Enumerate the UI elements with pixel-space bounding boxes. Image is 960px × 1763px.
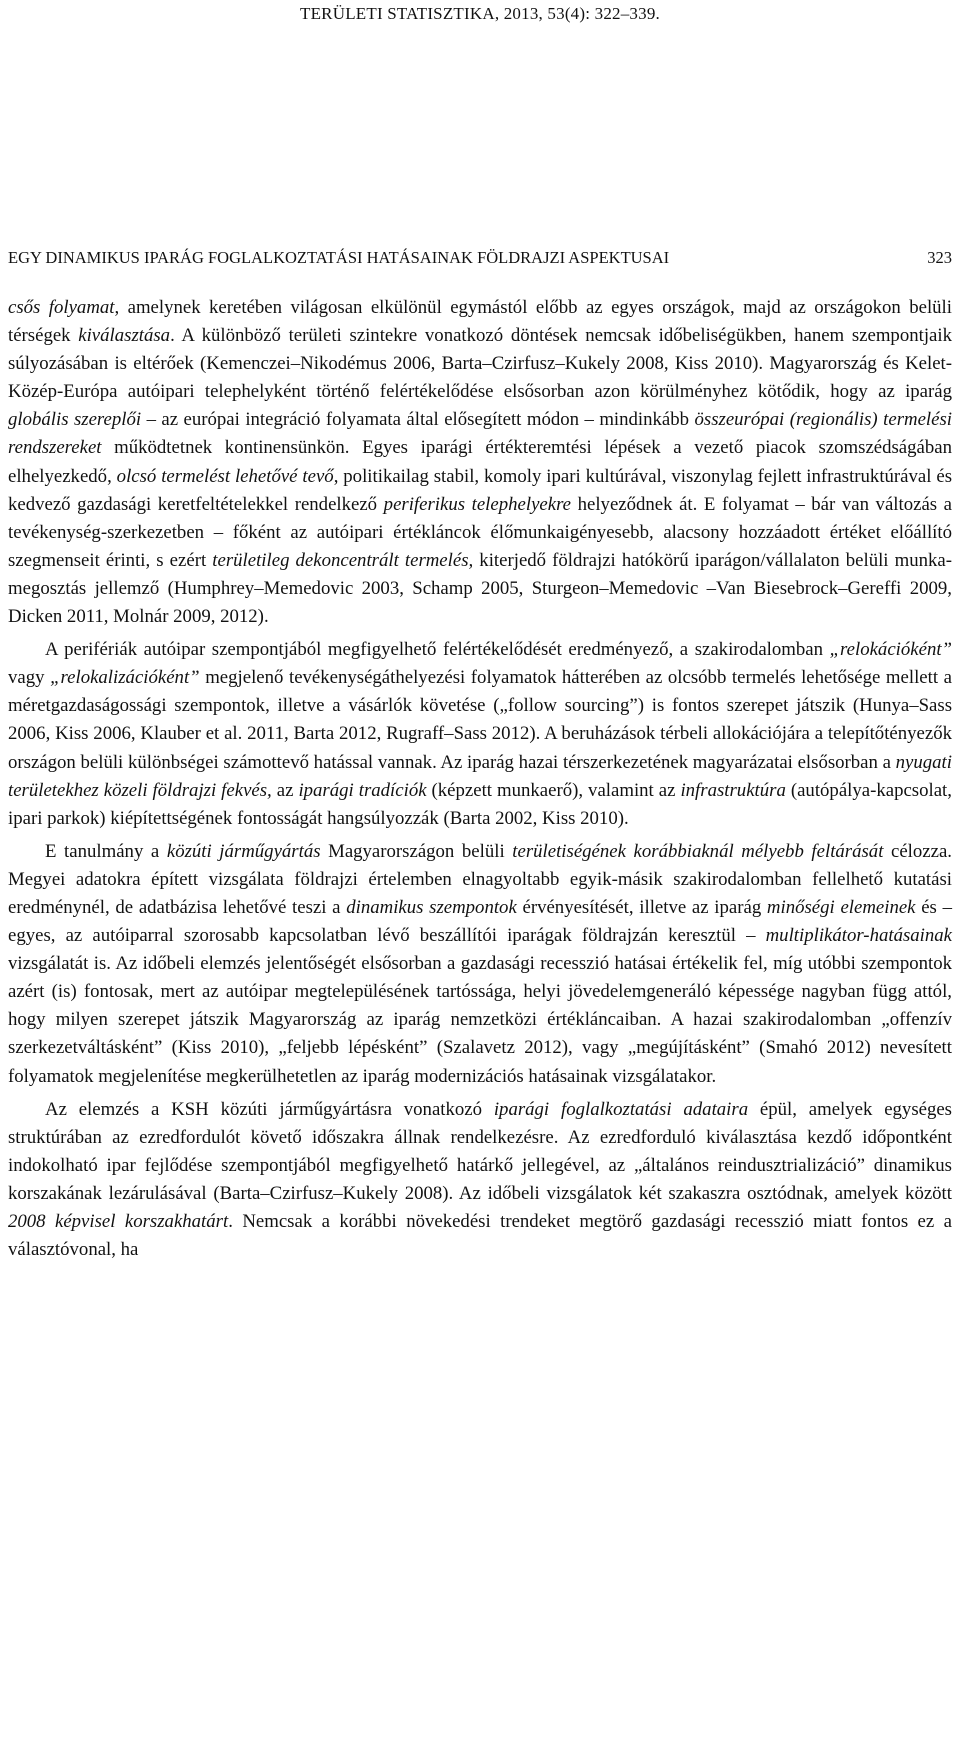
- paragraph-text: – az európai integráció folyamata által elősegített módon – mindinkább: [141, 409, 695, 431]
- emphasis-text: periferikus telephelyekre: [383, 493, 572, 515]
- paragraph-text: kiterjedő földrajzi hatókörű iparágon/vállalaton belüli munkamegosztás jellemző (Humphrey–Memedovic 2003, Schamp 2005, Sturgeon–Memedovic –Van Biesebrock–Gereffi 2009, Dicken 2011, Molnár 2009, 2012).: [8, 549, 952, 628]
- paragraph-text: érvényesítését, illetve az iparág: [516, 896, 767, 918]
- paragraph: [8, 636, 952, 833]
- paragraph-text: , politikailag stabil, komoly ipari kultúrával, viszonylag fejlett infrastruktúrával és kedvező gazdasági keretfeltételekkel rendelkező: [8, 465, 953, 515]
- paragraph-text: helyeződnek át. E folyamat – bár van változás a tevékenység-szerkezetben – főként az autóipari értékláncok élőmunkaigényesebb, alacsony hozzáadott értéket előállító szegmenseit érinti, s ezért: [8, 493, 953, 571]
- paragraph-text: épül, amelyek egységes struktúrában az ezredfordulót követő időszakra állnak rendelkezésre. Az ezredforduló kiválasztása kezdő időpontként indokolható ipar fejlődése szempontjából megfigyelhető határkő jellegével, az „általános reindusztrializáció” dinamikus korszakának lezárulásával (Barta–Czirfusz–Kukely 2008). Az időbeli vizsgálatok két szakaszra osztódnak, amelyek között: [8, 1098, 952, 1204]
- paragraph-text: , amelynek keretében világosan elkülönül egymástól előbb az egyes országok, majd az országokon belüli térségek: [8, 297, 952, 347]
- emphasis-text: minőségi elemeinek: [766, 896, 916, 918]
- emphasis-text: olcsó termelést lehetővé tevő: [116, 465, 334, 487]
- running-head-title: EGY DINAMIKUS IPARÁG FOGLALKOZTATÁSI HATÁSAINAK FÖLDRAJZI ASPEKTUSAI: [8, 248, 670, 267]
- emphasis-text: globális szereplői: [8, 409, 142, 431]
- paragraph-text: . Nemcsak a korábbi növekedési trendeket megtörő gazdasági recesszió miatt fontos ez a választóvonal, ha: [8, 1211, 952, 1261]
- paragraph-text: célozza. Megyei adatokra épített vizsgálata földrajzi értelemben elnagyoltabb egyik-másik szakirodalomban fellelhető kutatási eredménynél, de adatbázisa lehetővé teszi a: [8, 840, 952, 918]
- emphasis-text: területiségének korábbiaknál mélyebb feltárását: [512, 840, 884, 862]
- emphasis-text: összeurópai (regionális) termelési rendszereket: [8, 409, 952, 459]
- paragraph-text: Magyarországon belüli: [320, 840, 513, 862]
- emphasis-text: kiválasztása: [78, 325, 171, 347]
- emphasis-text: közúti járműgyártás: [166, 840, 321, 862]
- emphasis-text: 2008 képvisel korszakhatárt: [8, 1211, 229, 1232]
- paragraph: [8, 1096, 952, 1265]
- emphasis-text: iparági foglalkoztatási adataira: [493, 1098, 749, 1120]
- emphasis-text: „relokációként”: [829, 639, 952, 661]
- emphasis-text: multiplikátor-hatásainak: [765, 925, 952, 947]
- page-number: 323: [927, 248, 952, 267]
- paragraph-text: (autópálya-kapcsolat, ipari parkok) kiépítettségének fontosságát hangsúlyozzák (Barta 2002, Kiss 2010).: [8, 779, 952, 829]
- emphasis-text: „relokalizációként”: [50, 667, 200, 689]
- emphasis-text: iparági tradíciók: [298, 779, 427, 801]
- emphasis-text: infrastruktúra: [680, 779, 786, 801]
- emphasis-text: nyugati területekhez közeli földrajzi fekvés,: [8, 751, 952, 801]
- paragraph-text: és – egyes, az autóiparral szorosabb kapcsolatban lévő beszállítói iparágak földrajzán keresztül –: [8, 896, 952, 947]
- paragraph-text: A perifériák autóipar szempontjából megfigyelhető felértékelődését eredményező, a szakirodalomban: [45, 639, 830, 661]
- paragraph-text: vagy: [8, 667, 51, 689]
- journal-reference: TERÜLETI STATISZTIKA, 2013, 53(4): 322–339.: [300, 4, 660, 23]
- paragraph-text: az: [271, 779, 299, 801]
- emphasis-text: csős folyamat: [8, 297, 115, 318]
- paragraph-text: . A különböző területi szintekre vonatkozó döntések nemcsak időbeliségükben, hanem szempontjaik súlyozásában is eltérőek (Kemenczei–Nikodémus 2006, Barta–Czirfusz–Kukely 2008, Kiss 2010). Magyarország és Kelet-Közép-Európa autóipari telephelyként történő felértékelődése elsősorban azon körülményhez kötődik, hogy az iparág: [8, 325, 952, 403]
- paragraph: [8, 838, 952, 1091]
- paragraph-text: működtetnek kontinensünkön. Egyes iparági értékteremtési lépések a vezető piacok szomszédságában elhelyezkedő,: [8, 437, 952, 487]
- emphasis-text: területileg dekoncentrált termelés,: [212, 549, 474, 571]
- emphasis-text: dinamikus szempontok: [346, 896, 517, 918]
- running-head: [8, 248, 952, 268]
- paragraph: [8, 294, 952, 631]
- body-text: [8, 294, 952, 1264]
- paragraph-text: Az elemzés a KSH közúti járműgyártásra vonatkozó: [45, 1098, 494, 1120]
- paragraph-text: vizsgálatát is. Az időbeli elemzés jelentőségét elsősorban a gazdasági recesszió hatásai értékelik fel, míg utóbbi szempontok azért (is) fontosak, mert az autóipar megtelepülésének tartóssága, helyi jövedelemgeneráló képessége nagyban függ attól, hogy milyen szerepet játszik Magyarország az iparág nemzetközi értékláncaiban. A hazai szakirodalomban „offenzív szerkezetváltásként” (Kiss 2010), „feljebb lépésként” (Szalavetz 2012), vagy „megújításként” (Smahó 2012) nevesített folyamatok megjelenítése megkerülhetetlen az iparág modernizációs hatásainak vizsgálatakor.: [8, 953, 952, 1087]
- paragraph-text: (képzett munkaerő), valamint az: [426, 779, 681, 801]
- paragraph-text: megjelenő tevékenységáthelyezési folyamatok hátterében az olcsóbb termelés lehetősége mellett a méretgazdaságossági szempontok, illetve a vásárlók követése („follow sourcing”) is fontos szerepet játszik (Hunya–Sass 2006, Kiss 2006, Klauber et al. 2011, Barta 2012, Rugraff–Sass 2012). A beruházások térbeli allokációjára a telepítőtényezők országon belüli különbségei számottevő hatással vannak. Az iparág hazai térszerkezetének magyarázatai elsősorban a: [8, 667, 952, 773]
- paragraph-text: E tanulmány a: [45, 840, 167, 862]
